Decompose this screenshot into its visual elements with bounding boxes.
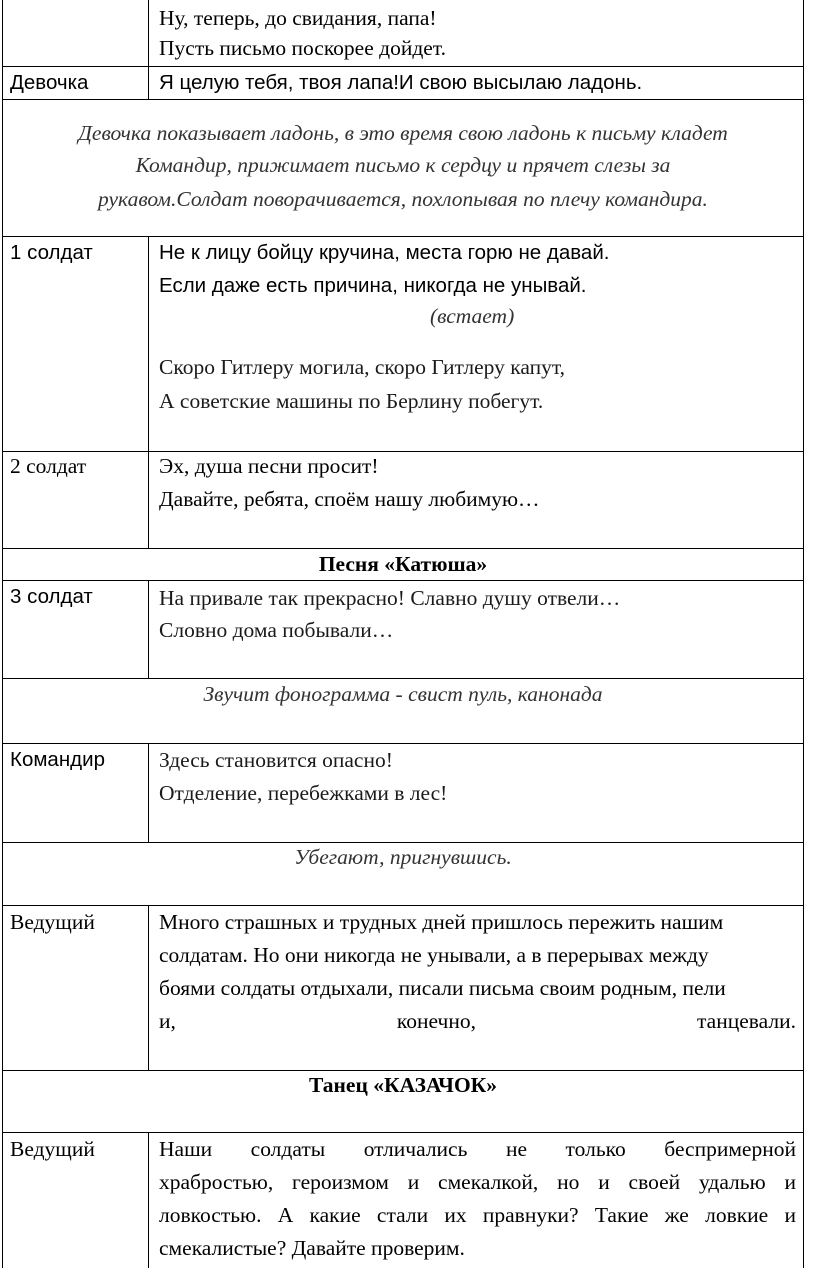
column-divider	[148, 580, 149, 678]
dialogue-line: Отделение, перебежками в лес!	[159, 781, 448, 805]
row-divider	[2, 451, 804, 452]
paragraph-line: боями солдаты отдыхали, писали письма своим родным, пели	[159, 976, 726, 1000]
speaker-label: Командир	[10, 748, 105, 771]
speaker-label: Ведущий	[10, 910, 95, 934]
dialogue-line: Если даже есть причина, никогда не унывай.	[159, 274, 587, 297]
paragraph-line: Наши солдаты отличались не только беспримерной	[159, 1137, 796, 1161]
column-divider	[148, 905, 149, 1070]
column-divider	[148, 743, 149, 842]
paragraph-line: ловкостью. А какие стали их правнуки? Такие же ловкие и	[159, 1203, 796, 1227]
dialogue-line: Пусть письмо поскорее дойдет.	[159, 36, 446, 60]
dialogue-line: Ну, теперь, до свидания, папа!	[159, 6, 437, 30]
stage-direction: Звучит фонограмма - свист пуль, канонада	[203, 682, 603, 706]
column-divider	[148, 1132, 149, 1268]
stage-direction: Девочка показывает ладонь, в это время свою ладонь к письму кладет	[78, 121, 728, 145]
speaker-label: Ведущий	[10, 1137, 95, 1161]
dialogue-line: Я целую тебя, твоя лапа!И свою высылаю ладонь.	[159, 71, 643, 94]
stage-direction: Командир, прижимает письмо к сердцу и прячет слезы за	[135, 153, 671, 177]
speaker-label: Девочка	[10, 71, 89, 94]
paragraph-line: солдатам. Но они никогда не унывали, а в перерывах между	[159, 943, 709, 967]
stage-direction: рукавом.Солдат поворачивается, похлопывая по плечу командира.	[98, 187, 708, 211]
paragraph-line: смекалистые? Давайте проверим.	[159, 1236, 465, 1260]
column-divider	[148, 236, 149, 548]
dialogue-line: Эх, душа песни просит!	[159, 454, 379, 478]
paragraph-line: храбростью, героизмом и смекалкой, но и своей удалью и	[159, 1170, 796, 1194]
dialogue-line: Здесь становится опасно!	[159, 748, 393, 772]
stage-direction: Убегают, пригнувшись.	[294, 845, 512, 869]
section-heading: Песня «Катюша»	[318, 552, 488, 576]
section-heading: Танец «КАЗАЧОК»	[308, 1073, 498, 1097]
speaker-label: 1 солдат	[10, 241, 93, 264]
dialogue-line: Давайте, ребята, споём нашу любимую…	[159, 487, 540, 511]
speaker-label: 3 солдат	[10, 585, 93, 608]
dialogue-line: Скоро Гитлеру могила, скоро Гитлеру капут,	[159, 355, 566, 379]
column-divider	[148, 0, 149, 99]
row-divider	[2, 743, 804, 744]
dialogue-line: Не к лицу бойцу кручина, места горю не давай.	[159, 241, 610, 264]
paragraph-line: и, конечно, танцевали.	[159, 1009, 796, 1033]
paragraph-line: Много страшных и трудных дней пришлось пережить нашим	[159, 910, 724, 934]
dialogue-line: На привале так прекрасно! Славно душу отвели…	[159, 586, 621, 610]
dialogue-line: Словно дома побывали…	[159, 618, 394, 642]
speaker-label: 2 солдат	[10, 454, 87, 478]
row-divider	[2, 99, 804, 100]
dialogue-line: А советские машины по Берлину побегут.	[159, 389, 544, 413]
stage-direction: (встает)	[430, 304, 515, 328]
